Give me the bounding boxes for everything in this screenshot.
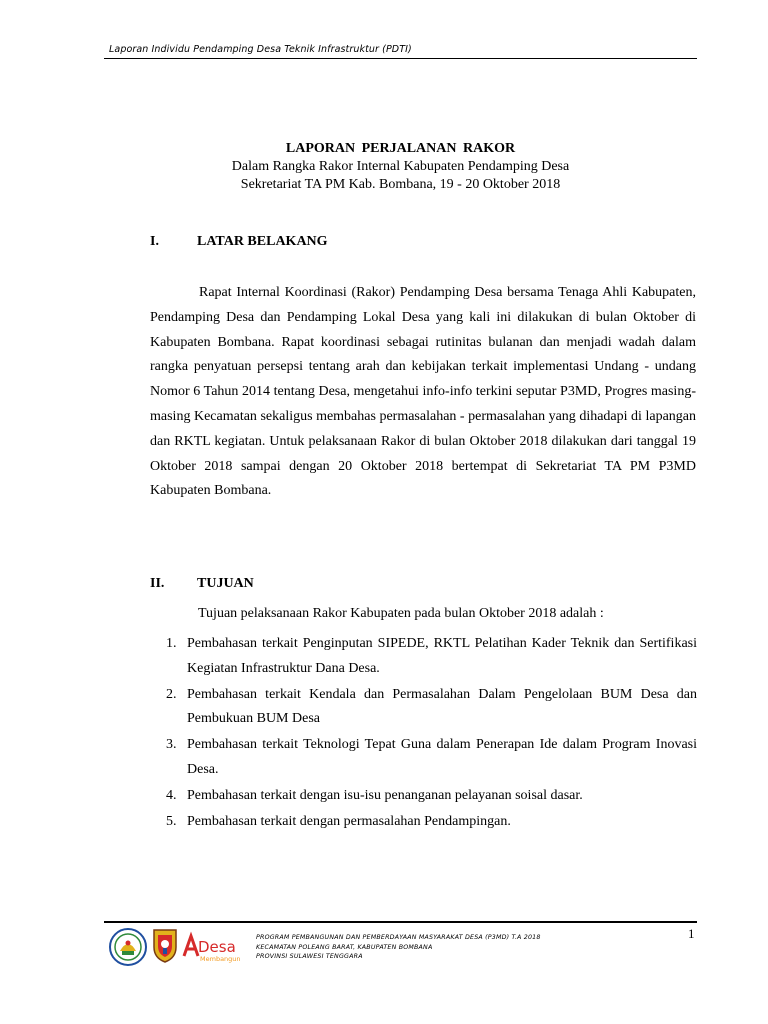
list-item-text: Pembahasan terkait dengan permasalahan Pendampingan. [187,813,511,829]
list-item-number: 4. [166,787,177,803]
logo-desa-sub: Membangun [200,955,241,963]
desa-membangun-logo-icon [181,930,243,964]
list-item-number: 2. [166,686,177,702]
list-item-number: 5. [166,813,177,829]
section-number: II. [150,576,165,591]
footer-line-provinsi: PROVINSI SULAWESI TENGGARA [256,953,363,961]
footer-program-info [256,933,541,962]
footer-line-kecamatan: KECAMATAN POLEANG BARAT, KABUPATEN BOMBANA [256,943,433,951]
document-title: LAPORAN PERJALANAN RAKOR [285,141,516,156]
latar-belakang-paragraph: Rapat Internal Koordinasi (Rakor) Pendamping Desa bersama Tenaga Ahli Kabupaten, Pendamping Desa dan Pendamping Lokal Desa yang kali ini dilakukan di bulan Oktober di Kabupaten Bombana. Rapat koordinasi sebagai rutinitas bulanan dan menjadi wadah dalam rangka penyatuan persepsi tentang arah dan kebijakan terkait implementasi Undang - undang Nomor 6 Tahun 2014 tentang Desa, mengetahui info-info terkini seputar P3MD, Progres masing-masing Kecamatan sekaligus membahas permasalahan - permasalahan yang dihadapi di lapangan dan RKTL kegiatan. Untuk pelaksanaan Rakor di bulan Oktober 2018 dilakukan dari tanggal 19 Oktober 2018 sampai dengan 20 Oktober 2018 bertempat di Sekretariat TA PM P3MD Kabupaten Bombana. [150,285,696,499]
header-rule [104,58,697,59]
logo-desa-word: Desa [198,938,236,956]
list-item-number: 1. [166,636,177,651]
list-item-text: Pembahasan terkait Teknologi Tepat Guna dalam Penerapan Ide dalam Program Inovasi Desa. [187,737,697,777]
running-header: Laporan Individu Pendamping Desa Teknik Infrastruktur (PDTI) [109,44,412,55]
list-item [166,632,697,682]
kemendes-logo-icon [108,927,148,967]
document-subtitle: Dalam Rangka Rakor Internal Kabupaten Pendamping Desa [231,159,570,174]
list-item-text: Pembahasan terkait Kendala dan Permasalahan Dalam Pengelolaan BUM Desa dan Pembukuan BUM Desa [187,686,697,727]
footer-line-program: PROGRAM PEMBANGUNAN DAN PEMBERDAYAAN MASYARAKAT DESA (P3MD) T.A 2018 [256,934,541,941]
document-location-date: Sekretariat TA PM Kab. Bombana, 19 - 20 Oktober 2018 [240,177,561,192]
list-item-text: Pembahasan terkait Penginputan SIPEDE, RKTL Pelatihan Kader Teknik dan Sertifikasi Kegiatan Infrastruktur Dana Desa. [187,636,697,676]
list-item-number: 3. [166,737,177,753]
list-item [166,683,697,733]
footer-rule [104,921,697,923]
bombana-crest-icon [152,927,178,963]
section-number: I. [150,234,159,249]
tujuan-intro: Tujuan pelaksanaan Rakor Kabupaten pada bulan Oktober 2018 adalah : [198,606,604,621]
section-title: LATAR BELAKANG [197,234,328,249]
tujuan-list [166,632,697,835]
page-number: 1 [688,926,695,941]
list-item [166,733,697,783]
document-title-block [104,140,697,194]
list-item [166,810,697,835]
section-title: TUJUAN [197,576,254,591]
list-item-text: Pembahasan terkait dengan isu-isu penanganan pelayanan soisal dasar. [187,787,583,803]
list-item [166,784,697,809]
